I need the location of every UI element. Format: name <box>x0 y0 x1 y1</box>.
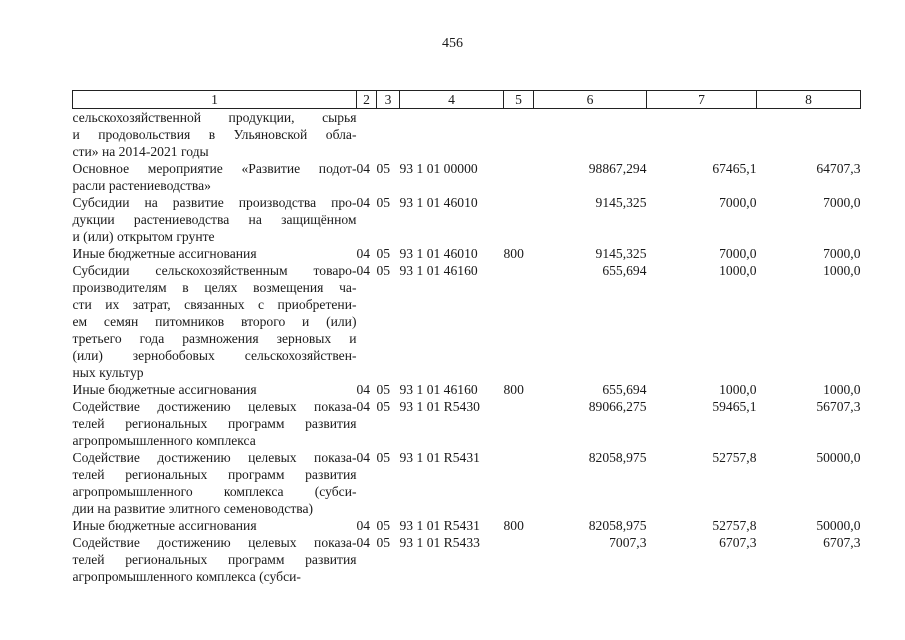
amount-2020-cell: 52757,8 <box>712 518 757 533</box>
amount-2020-cell: 1000,0 <box>719 263 757 278</box>
rz-cell: 04 <box>356 399 371 414</box>
row-name-cell <box>73 517 357 534</box>
target-article-cell: 93 1 01 R5433 <box>399 535 480 550</box>
target-article-cell: 93 1 01 R5431 <box>399 450 480 465</box>
table-row <box>73 245 861 262</box>
row-name-cell <box>73 534 357 585</box>
header-row <box>73 91 861 109</box>
row-name-cell <box>73 262 357 381</box>
row-name-line: сельскохозяйственной продукции, сырья <box>72 110 357 125</box>
rz-cell: 04 <box>356 246 371 261</box>
amount-2021-cell: 50000,0 <box>816 518 861 533</box>
page-number: 456 <box>442 36 463 51</box>
amount-2020-cell: 7000,0 <box>719 246 757 261</box>
pr-cell: 05 <box>376 382 391 397</box>
rz-cell: 04 <box>356 535 371 550</box>
pr-cell: 05 <box>376 246 391 261</box>
row-name-line: Содействие достижению целевых показа- <box>72 450 357 465</box>
amount-2021-cell: 1000,0 <box>823 263 861 278</box>
amount-2021-cell <box>757 109 861 161</box>
table-row <box>73 262 861 381</box>
amount-2019-cell: 655,694 <box>602 382 647 397</box>
row-name-line: и продовольствия в Ульяновской обла- <box>72 127 357 142</box>
rz-cell: 04 <box>356 450 371 465</box>
row-name-line: и (или) открытом грунте <box>72 229 215 244</box>
rz-cell: 04 <box>356 195 371 210</box>
table-row <box>73 398 861 449</box>
row-name-cell <box>73 194 357 245</box>
pr-cell: 05 <box>376 518 391 533</box>
amount-2021-cell: 1000,0 <box>823 382 861 397</box>
pr-cell: 05 <box>376 161 391 176</box>
target-article-cell: 93 1 01 46010 <box>399 195 478 210</box>
amount-2019-cell: 82058,975 <box>588 450 647 465</box>
row-name-line: телей региональных программ развития <box>72 467 357 482</box>
row-name-line: телей региональных программ развития <box>72 416 357 431</box>
row-name-line: сти их затрат, связанных с приобретени- <box>72 297 357 312</box>
header-col-5: 5 <box>504 91 534 109</box>
target-article-cell: 93 1 01 R5431 <box>399 518 480 533</box>
row-name-line: Иные бюджетные ассигнования <box>72 246 257 261</box>
header-col-2: 2 <box>357 91 377 109</box>
header-col-7: 7 <box>647 91 757 109</box>
amount-2021-cell: 7000,0 <box>823 195 861 210</box>
row-name-line: производителям в целях возмещения ча- <box>72 280 357 295</box>
expense-type-cell: 800 <box>503 518 524 533</box>
amount-2019-cell: 89066,275 <box>588 399 647 414</box>
row-name-cell <box>73 160 357 194</box>
row-name-cell <box>73 109 357 161</box>
row-name-cell <box>73 245 357 262</box>
expense-type-cell <box>504 449 534 517</box>
amount-2021-cell: 50000,0 <box>816 450 861 465</box>
table-row <box>73 381 861 398</box>
row-name-line: дукции растениеводства на защищённом <box>72 212 357 227</box>
pr-cell: 05 <box>376 195 391 210</box>
expense-type-cell <box>504 534 534 585</box>
row-name-line: телей региональных программ развития <box>72 552 357 567</box>
row-name-line: Основное мероприятие «Развитие подот- <box>72 161 357 176</box>
row-name-line: Субсидии на развитие производства про- <box>72 195 357 210</box>
rz-cell: 04 <box>356 382 371 397</box>
amount-2019-cell <box>534 109 647 161</box>
pr-cell: 05 <box>376 399 391 414</box>
table-header <box>73 91 861 109</box>
amount-2019-cell: 655,694 <box>602 263 647 278</box>
table-row <box>73 194 861 245</box>
table-row <box>73 449 861 517</box>
row-name-cell <box>73 381 357 398</box>
table-row <box>73 517 861 534</box>
row-name-line: Иные бюджетные ассигнования <box>72 518 257 533</box>
amount-2021-cell: 7000,0 <box>823 246 861 261</box>
target-article-cell: 93 1 01 R5430 <box>399 399 480 414</box>
row-name-line: Содействие достижению целевых показа- <box>72 399 357 414</box>
pr-cell: 05 <box>376 263 391 278</box>
row-name-cell <box>73 449 357 517</box>
rz-cell: 04 <box>356 161 371 176</box>
row-name-line: Субсидии сельскохозяйственным товаро- <box>72 263 357 278</box>
row-name-cell <box>73 398 357 449</box>
expense-type-cell <box>504 398 534 449</box>
expense-type-cell <box>504 160 534 194</box>
row-name-line: ем семян питомников второго и (или) <box>72 314 357 329</box>
expense-type-cell <box>504 109 534 161</box>
header-col-8: 8 <box>757 91 861 109</box>
row-name-line: Содействие достижению целевых показа- <box>72 535 357 550</box>
amount-2020-cell: 1000,0 <box>719 382 757 397</box>
rz-cell: 04 <box>356 518 371 533</box>
table-row <box>73 160 861 194</box>
amount-2019-cell: 82058,975 <box>588 518 647 533</box>
amount-2020-cell: 6707,3 <box>719 535 757 550</box>
table-row <box>73 109 861 161</box>
pr-cell <box>377 109 400 161</box>
header-col-1: 1 <box>73 91 357 109</box>
amount-2020-cell: 67465,1 <box>712 161 757 176</box>
amount-2020-cell: 52757,8 <box>712 450 757 465</box>
expense-type-cell: 800 <box>503 382 524 397</box>
amount-2019-cell: 9145,325 <box>595 246 647 261</box>
amount-2021-cell: 56707,3 <box>816 399 861 414</box>
amount-2021-cell: 64707,3 <box>816 161 861 176</box>
target-article-cell: 93 1 01 46160 <box>399 382 478 397</box>
rz-cell <box>357 109 377 161</box>
row-name-line: агропромышленного комплекса <box>72 433 256 448</box>
expense-type-cell <box>504 262 534 381</box>
row-name-line: третьего года размножения зерновых и <box>72 331 357 346</box>
target-article-cell: 93 1 01 00000 <box>399 161 478 176</box>
row-name-line: ных культур <box>72 365 144 380</box>
header-col-4: 4 <box>400 91 504 109</box>
budget-table <box>72 90 861 585</box>
amount-2020-cell: 7000,0 <box>719 195 757 210</box>
target-article-cell <box>400 109 504 161</box>
pr-cell: 05 <box>376 450 391 465</box>
amount-2021-cell: 6707,3 <box>823 535 861 550</box>
table-row <box>73 534 861 585</box>
amount-2019-cell: 98867,294 <box>588 161 647 176</box>
row-name-line: сти» на 2014-2021 годы <box>72 144 209 159</box>
amount-2020-cell: 59465,1 <box>712 399 757 414</box>
table-body <box>73 109 861 586</box>
header-col-6: 6 <box>534 91 647 109</box>
rz-cell: 04 <box>356 263 371 278</box>
row-name-line: дии на развитие элитного семеноводства) <box>72 501 314 516</box>
amount-2020-cell <box>647 109 757 161</box>
row-name-line: (или) зернобобовых сельскохозяйствен- <box>72 348 357 363</box>
amount-2019-cell: 7007,3 <box>609 535 647 550</box>
row-name-line: агропромышленного комплекса (субси- <box>72 569 301 584</box>
header-col-3: 3 <box>377 91 400 109</box>
target-article-cell: 93 1 01 46010 <box>399 246 478 261</box>
row-name-line: расли растениеводства» <box>72 178 211 193</box>
expense-type-cell <box>504 194 534 245</box>
target-article-cell: 93 1 01 46160 <box>399 263 478 278</box>
amount-2019-cell: 9145,325 <box>595 195 647 210</box>
expense-type-cell: 800 <box>503 246 524 261</box>
row-name-line: агропромышленного комплекса (субси- <box>72 484 357 499</box>
pr-cell: 05 <box>376 535 391 550</box>
row-name-line: Иные бюджетные ассигнования <box>72 382 257 397</box>
